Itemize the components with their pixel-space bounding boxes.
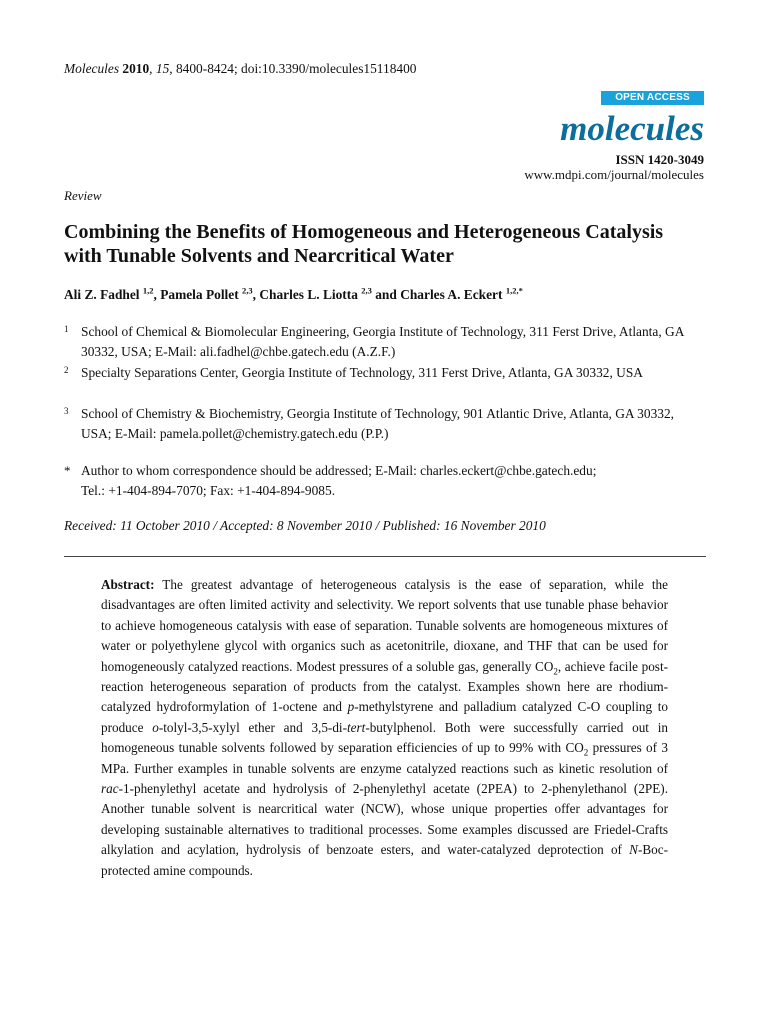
author-name: Pamela Pollet [160, 287, 243, 302]
author-name: Charles L. Liotta [259, 287, 362, 302]
affiliation-number: 1 [64, 324, 69, 334]
journal-url[interactable]: www.mdpi.com/journal/molecules [524, 167, 704, 182]
affiliation-number: 3 [64, 406, 69, 416]
author-affiliation-sup: 2,3 [242, 285, 253, 296]
abstract-segment: rac [101, 781, 119, 797]
abstract-segment: pressures of 3 MPa. Further examples in tunable solvents are enzyme catalyzed reactions such as kinetic resolution of [101, 740, 668, 776]
correspondence-note [64, 461, 706, 501]
citation-journal: Molecules [64, 61, 120, 76]
author-affiliation-sup: 2,3 [361, 285, 372, 296]
abstract-body [101, 577, 668, 878]
abstract-segment: o [152, 719, 159, 735]
author-affiliation-sup: 1,2 [142, 285, 154, 296]
author-affiliation-sup: 1,2,* [505, 285, 523, 296]
abstract [101, 575, 668, 881]
article-type: Review [64, 188, 102, 203]
affiliation-number: 2 [64, 365, 69, 375]
journal-logo: molecules [560, 109, 704, 148]
abstract-segment: The greatest advantage of heterogeneous catalysis is the ease of separation, while the disadvantages are often limited activity and selectivity. We report solvents that use tunable phase behavior to achieve homogeneous catalysis with ease of separation. Tunable solvents are homogeneous mixtures of water or polyethylene glycol with organics such as acetonitrile, dioxane, and THF that can be used for homogeneously catalyzed reactions. Modest pressures of a soluble gas, generally CO [101, 577, 668, 674]
affiliation-3 [64, 404, 706, 444]
author-list: Ali Z. Fadhel $^{1,2}$, Pamela Pollet $^{2,3}$, Charles L. Liotta $^{2,3}$ and Charles A. Eckert $^{1,2,*}$ [64, 285, 523, 302]
author-name: Charles A. Eckert [400, 287, 506, 302]
abstract-segment: -Boc-protected amine compounds. [101, 842, 668, 878]
abstract-segment: p [347, 699, 355, 715]
correspondence-line-2: Tel.: +1-404-894-7070; Fax: +1-404-894-9085. [81, 483, 336, 498]
correspondence-line-1: Author to whom correspondence should be addressed; E-Mail: charles.eckert@chbe.gatech.edu; [81, 463, 597, 478]
affiliation-2 [64, 363, 706, 403]
abstract-segment: N [629, 842, 638, 858]
affiliation-text: School of Chemistry & Biochemistry, Georgia Institute of Technology, 901 Atlantic Drive, Atlanta, GA 30332, USA; E-Mail: pamela.pollet@chemistry.gatech.edu (P.P.) [81, 406, 675, 441]
affiliation-text: School of Chemical & Biomolecular Engineering, Georgia Institute of Technology, 311 Ferst Drive, Atlanta, GA 30332, USA; E-Mail: ali.fadhel@chbe.gatech.edu (A.Z.F.) [81, 324, 684, 359]
abstract-segment: -tolyl-3,5-xylyl ether and 3,5-di- [158, 719, 347, 735]
citation-volume: 15 [155, 61, 170, 76]
article-title: Combining the Benefits of Homogeneous and Heterogeneous Catalysis with Tunable Solvents and Nearcritical Water [64, 221, 664, 267]
publication-dates: Received: 11 October 2010 / Accepted: 8 November 2010 / Published: 16 November 2010 [64, 518, 546, 533]
citation-line: Molecules 2010, 15, 8400-8424; doi:10.3390/molecules15118400 [64, 61, 417, 76]
citation-year: 2010 [122, 61, 150, 76]
abstract-segment: -methylstyrene and palladium catalyzed C-O coupling to produce [101, 699, 668, 735]
abstract-segment: , achieve facile post-reaction heterogeneous separation of products from the catalyst. Examples shown here are rhodium-catalyzed hydroformylation of 1-octene and [101, 658, 668, 715]
correspondence-mark: * [64, 463, 71, 478]
abstract-segment: -butylphenol. Both were successfully carried out in homogeneous tunable solvents followed by separation efficiencies of up to 99% with CO [101, 719, 668, 756]
abstract-segment: tert [346, 719, 366, 735]
abstract-segment: -1-phenylethyl acetate and hydrolysis of 2-phenylethyl acetate (2PEA) to 2-phenylethanol (2PE). Another tunable solvent is nearcritical water (NCW), whose unique properties offer advantages for developing sustainable alternatives to traditional processes. Some examples discussed are Friedel-Crafts alkylation and acylation, hydrolysis of benzoate esters, and water-catalyzed deprotection of [101, 781, 668, 858]
issn: ISSN 1420-3049 [615, 152, 704, 167]
section-divider [64, 556, 706, 557]
correspondence-text [81, 461, 706, 501]
citation-rest: , 8400-8424; doi:10.3390/molecules15118400 [169, 61, 417, 76]
abstract-segment: 2 [553, 666, 558, 677]
abstract-label: Abstract: [101, 577, 155, 592]
open-access-badge: OPEN ACCESS [601, 91, 704, 105]
abstract-segment: 2 [583, 747, 589, 758]
affiliation-1 [64, 322, 706, 362]
affiliation-text: Specialty Separations Center, Georgia Institute of Technology, 311 Ferst Drive, Atlanta, GA 30332, USA [81, 365, 643, 380]
author-name: Ali Z. Fadhel [64, 287, 143, 302]
